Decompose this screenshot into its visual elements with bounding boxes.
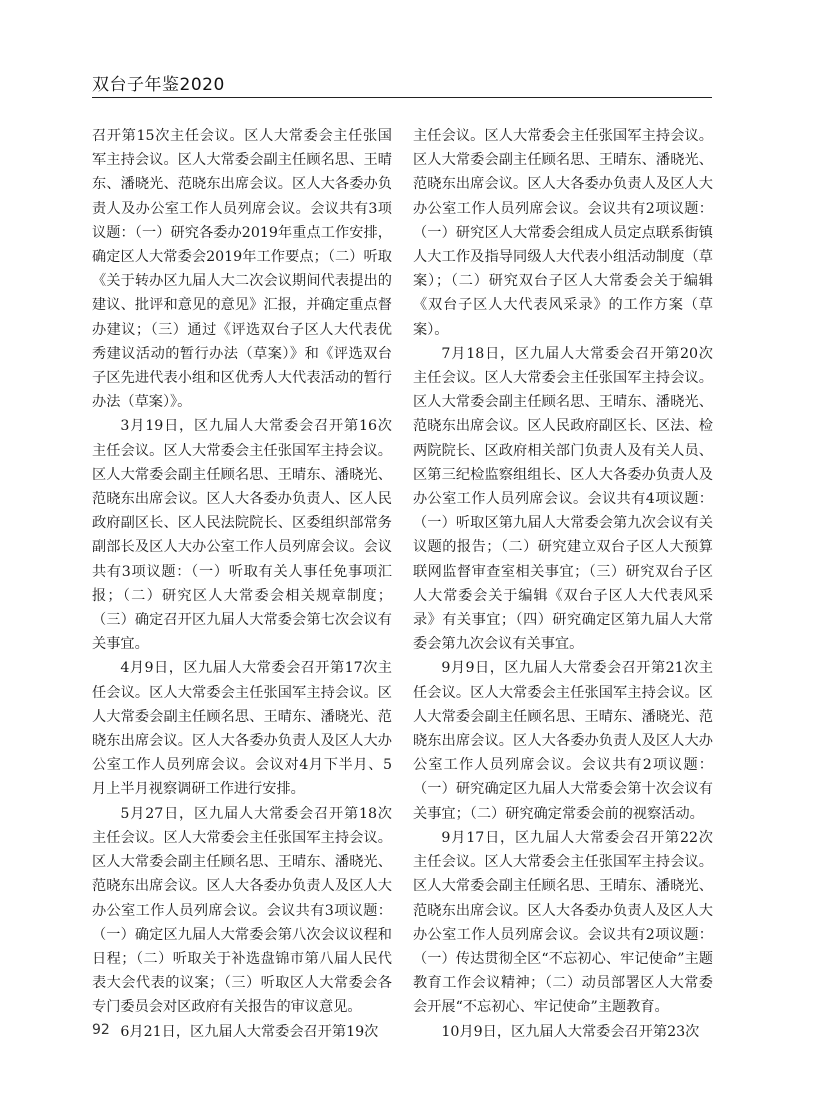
paragraph-meeting-19-start: 6月21日，区九届人大常委会召开第19次 [120,1023,379,1040]
paragraph-meeting-23-start: 10月9日，区九届人大常委会召开第23次 [441,1023,700,1040]
header-divider [92,97,712,98]
yearbook-header-title: 双台子年鉴2020 [92,75,225,95]
paragraph-meeting-18: 5月27日，区九届人大常委会召开第18次主任会议。区人大常委会主任张国军主持会议。区人大常委会副主任顾名思、王晴东、潘晓光、范晓东出席会议。区人大各委办负责人及区人大办公室工作人员列席会议。会议共有3项议题：（一）确定区九届人大常委会第八次会议议程和日程；（二）听取关于补选盘锦市第八届人民代表大会代表的议案；（三）听取区人大常委会各专门委员会对区政府有关报告的审议意见。 [92,805,392,1016]
right-text-column [413,124,713,1044]
paragraph-meeting-16: 3月19日，区九届人大常委会召开第16次主任会议。区人大常委会主任张国军主持会议。区人大常委会副主任顾名思、王晴东、潘晓光、范晓东出席会议。区人大各委办负责人、区人民政府副区长、区人民法院院长、区委组织部常务副部长及区人大办公室工作人员列席会议。会议共有3项议题：（一）听取有关人事任免事项汇报；（二）研究区人大常委会相关规章制度；（三）确定召开区九届人大常委会第七次会议有关事宜。 [92,418,392,653]
page-number: 92 [92,1022,110,1038]
paragraph-meeting-21: 9月9日，区九届人大常委会召开第21次主任会议。区人大常委会主任张国军主持会议。区人大常委会副主任顾名思、王晴东、潘晓光、范晓东出席会议。区人大各委办负责人及区人大办公室工作人员列席会议。会议共有2项议题：（一）研究确定区九届人大常委会第十次会议有关事宜；（二）研究确定常委会前的视察活动。 [413,660,713,822]
paragraph-meeting-20: 7月18日，区九届人大常委会召开第20次主任会议。区人大常委会主任张国军主持会议。区人大常委会副主任顾名思、王晴东、潘晓光、范晓东出席会议。区人民政府副区长、区法、检两院院长、区政府相关部门负责人及有关人员、区第三纪检监察组组长、区人大各委办负责人及办公室工作人员列席会议。会议共有4项议题：（一）听取区第九届人大常委会第九次会议有关议题的报告；（二）研究建立双台子区人大预算联网监督审查室相关事宜；（三）研究双台子区人大常委会关于编辑《双台子区人大代表风采录》有关事宜；（四）研究确定区第九届人大常委会第九次会议有关事宜。 [413,345,713,653]
paragraph-continued: 召开第15次主任会议。区人大常委会主任张国军主持会议。区人大常委会副主任顾名思、王晴东、潘晓光、范晓东出席会议。区人大各委办负责人及办公室工作人员列席会议。会议共有3项议题：（一）研究各委办2019年重点工作安排，确定区人大常委会2019年工作要点；（二）听取《关于转办区九届人大二次会议期间代表提出的建议、批评和意见的意见》汇报，并确定重点督办建议；（三）通过《评选双台子区人大代表优秀建议活动的暂行办法（草案）》和《评选双台子区先进代表小组和区优秀人大代表活动的暂行办法（草案）》。 [92,128,392,411]
left-text-column [92,124,392,1044]
paragraph-meeting-22: 9月17日，区九届人大常委会召开第22次主任会议。区人大常委会主任张国军主持会议。区人大常委会副主任顾名思、王晴东、潘晓光、范晓东出席会议。区人大各委办负责人及区人大办公室工作人员列席会议。会议共有2项议题：（一）传达贯彻全区“不忘初心、牢记使命”主题教育工作会议精神；（二）动员部署区人大常委会开展“不忘初心、牢记使命”主题教育。 [413,829,713,1016]
paragraph-meeting-19-continued: 主任会议。区人大常委会主任张国军主持会议。区人大常委会副主任顾名思、王晴东、潘晓光、范晓东出席会议。区人大各委办负责人及区人大办公室工作人员列席会议。会议共有2项议题：（一）研究区人大常委会组成人员定点联系街镇人大工作及指导同级人大代表小组活动制度（草案）；（二）研究双台子区人大常委会关于编辑《双台子区人大代表风采录》的工作方案（草案）。 [413,128,713,338]
paragraph-meeting-17: 4月9日，区九届人大常委会召开第17次主任会议。区人大常委会主任张国军主持会议。区人大常委会副主任顾名思、王晴东、潘晓光、范晓东出席会议。区人大各委办负责人及区人大办公室工作人员列席会议。会议对4月下半月、5月上半月视察调研工作进行安排。 [92,660,392,798]
